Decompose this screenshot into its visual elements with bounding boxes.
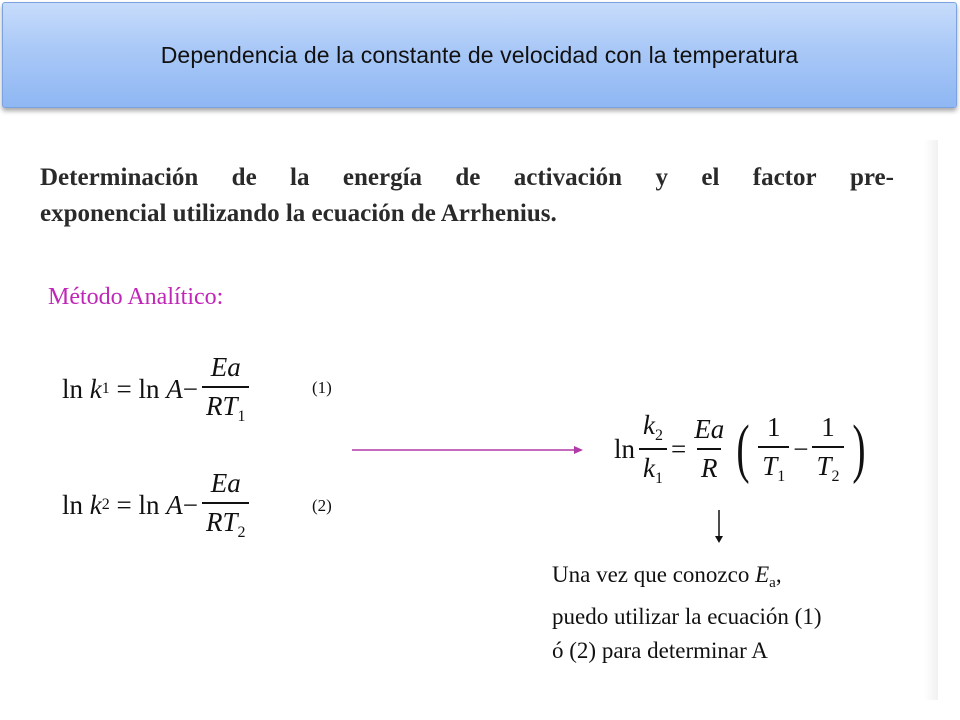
equation-1 <box>62 352 253 426</box>
eq1-minus: − <box>182 373 198 404</box>
eq1-k: k <box>89 373 102 404</box>
eq1-k-subscript: 1 <box>101 380 110 397</box>
right-arrow-icon <box>352 443 584 457</box>
eq1-A: A <box>166 373 183 404</box>
eq1-ln: ln <box>62 373 84 404</box>
eq2-ln: ln <box>62 489 84 520</box>
eq2-fraction <box>202 468 250 542</box>
method-heading: Método Analítico: <box>48 284 224 310</box>
eq3-T1-subscript: 1 <box>777 468 786 485</box>
eq3-T1-den <box>758 446 789 486</box>
eq3-left-paren: ( <box>736 412 750 485</box>
eq3-equals: = <box>671 433 687 464</box>
eq2-numerator: Ea <box>210 468 241 498</box>
conclusion-comma: , <box>775 562 782 587</box>
intro-line-1 <box>40 160 894 196</box>
eq3-one-b: 1 <box>821 412 835 442</box>
eq3-Ea: Ea <box>694 414 725 444</box>
eq3-inverse-T2 <box>812 412 843 486</box>
conclusion-text <box>552 558 822 668</box>
eq1-rhs-ln: = ln <box>116 373 160 404</box>
eq3-T1: T <box>762 451 778 481</box>
eq1-den-subscript: 1 <box>237 408 246 425</box>
eq1-label: (1) <box>312 378 332 397</box>
eq3-R: R <box>697 448 722 484</box>
eq1-denominator <box>202 386 250 426</box>
eq3-ln: ln <box>614 433 636 464</box>
content-panel-edge <box>924 140 938 700</box>
conclusion-line-1 <box>552 558 822 600</box>
eq3-minus: − <box>793 433 809 464</box>
eq2-k-subscript: 2 <box>101 496 110 513</box>
intro-word: energía <box>342 164 423 191</box>
down-arrow-icon <box>713 510 725 544</box>
intro-word: Determinación <box>40 164 199 191</box>
eq3-k1-subscript: 1 <box>655 470 663 487</box>
intro-line-2: exponencial utilizando la ecuación de Arrhenius. <box>40 200 557 227</box>
eq3-k1: k <box>643 453 655 483</box>
eq3-k2-subscript: 2 <box>655 427 663 444</box>
eq3-one-a: 1 <box>766 412 781 442</box>
intro-word: pre- <box>849 164 894 191</box>
eq3-k-numerator <box>639 410 667 448</box>
intro-word: el <box>701 164 720 191</box>
conclusion-line-1-text: Una vez que conozco <box>552 562 756 587</box>
intro-word: factor <box>752 164 817 191</box>
eq2-k: k <box>89 489 102 520</box>
intro-word: activación <box>513 164 623 191</box>
eq3-k-ratio <box>639 410 667 488</box>
eq1-fraction <box>202 352 250 426</box>
intro-word: de <box>455 164 481 191</box>
eq3-Ea-over-R <box>690 414 728 484</box>
intro-word: la <box>290 164 310 191</box>
eq3-right-paren: ) <box>851 412 866 485</box>
slide-title: Dependencia de la constante de velocidad con la temperatura <box>160 41 799 68</box>
conclusion-E-subscript: a <box>769 575 776 591</box>
intro-word: de <box>231 164 257 191</box>
eq3-T2: T <box>816 451 832 481</box>
eq2-A: A <box>166 489 183 520</box>
eq2-den-subscript: 2 <box>237 524 246 541</box>
eq2-den-RT: RT <box>205 507 238 537</box>
intro-word: y <box>655 164 668 191</box>
conclusion-E: E <box>755 562 770 587</box>
equation-2 <box>62 468 253 542</box>
conclusion-line-2: puedo utilizar la ecuación (1) <box>552 604 822 629</box>
eq3-inverse-T1 <box>758 412 789 486</box>
eq2-minus: − <box>182 489 198 520</box>
conclusion-line-3: ó (2) para determinar A <box>552 638 768 663</box>
eq2-label: (2) <box>312 496 332 515</box>
title-bar <box>2 2 957 108</box>
eq3-T2-subscript: 2 <box>831 468 840 485</box>
eq1-den-RT: RT <box>205 391 238 421</box>
intro-paragraph <box>40 160 894 232</box>
eq1-numerator: Ea <box>210 352 241 382</box>
equation-3 <box>614 410 870 488</box>
eq3-T2-den <box>812 446 843 486</box>
eq3-k-denominator <box>639 448 667 488</box>
eq2-denominator <box>202 502 250 542</box>
eq3-k2: k <box>643 410 655 440</box>
eq2-rhs-ln: = ln <box>116 489 160 520</box>
